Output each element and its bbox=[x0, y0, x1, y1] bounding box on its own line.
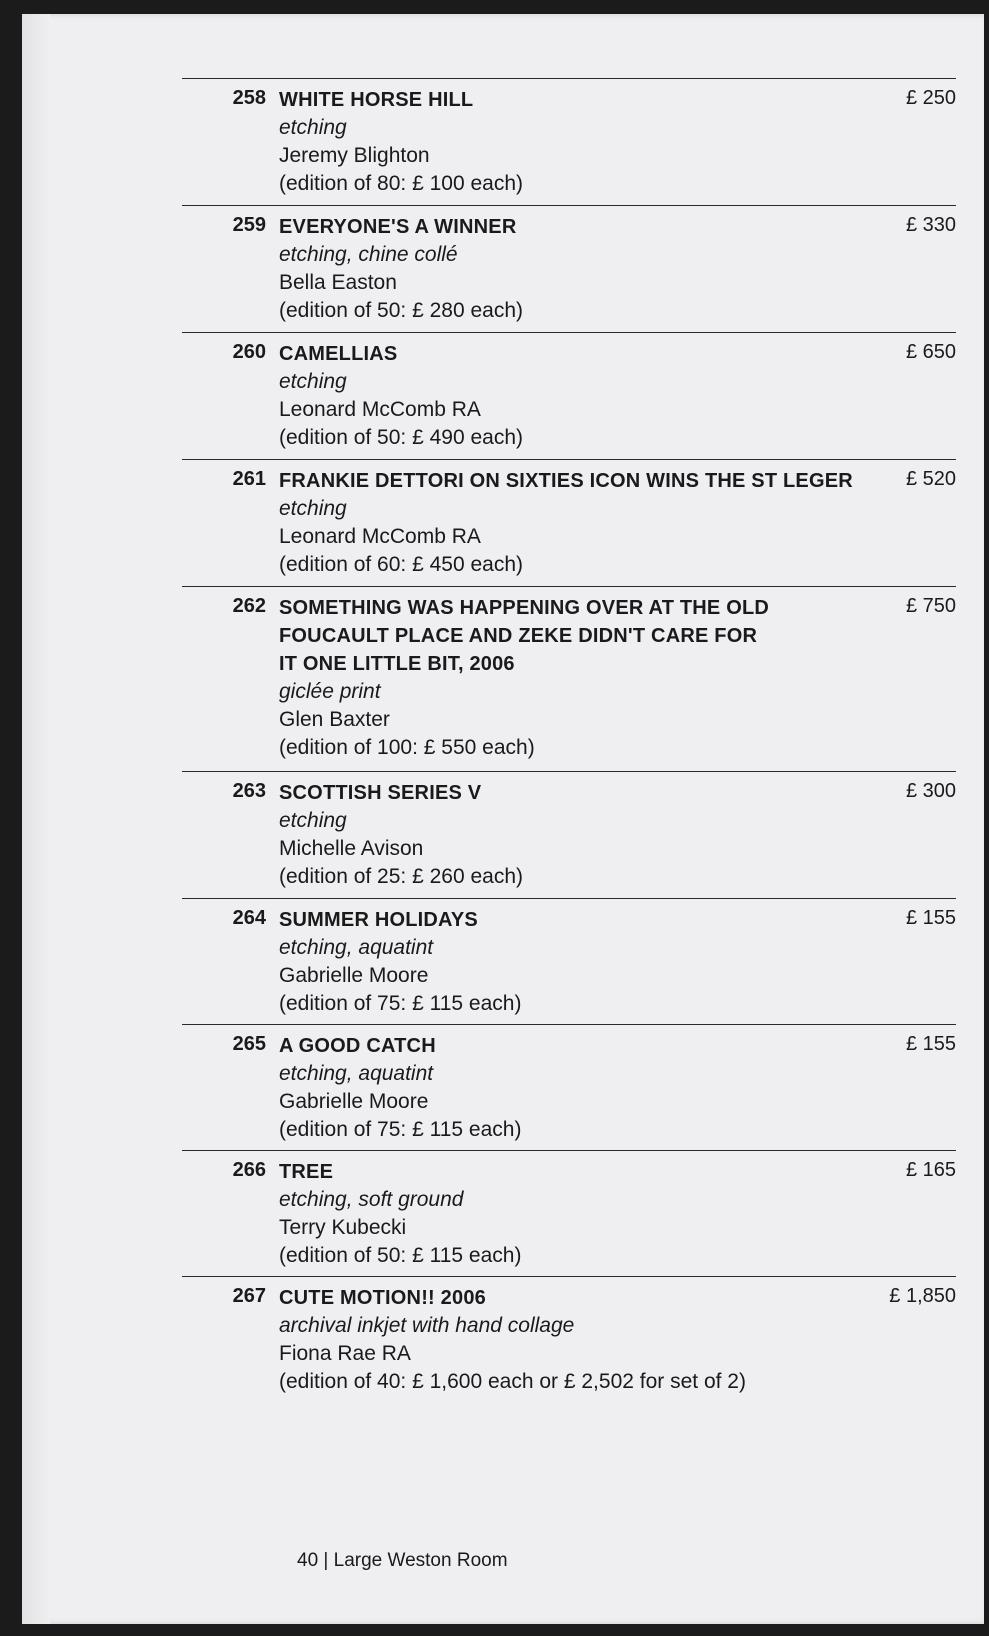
entry-number: 264 bbox=[232, 907, 266, 929]
entry-medium: etching bbox=[279, 497, 347, 520]
entry-artist: Leonard McComb RA bbox=[279, 398, 481, 421]
entry-edition: (edition of 60: £ 450 each) bbox=[279, 553, 524, 576]
entry-artist: Terry Kubecki bbox=[279, 1216, 407, 1239]
entry-number: 262 bbox=[232, 595, 266, 617]
page-footer: 40 | Large Weston Room bbox=[297, 1550, 508, 1571]
entry-number: 267 bbox=[232, 1285, 266, 1307]
entry-price: £ 155 bbox=[905, 1033, 956, 1055]
entry-medium: giclée print bbox=[279, 680, 381, 703]
entry-edition: (edition of 50: £ 490 each) bbox=[279, 426, 524, 449]
entry-title: SUMMER HOLIDAYS bbox=[279, 909, 478, 931]
entry-number: 265 bbox=[232, 1033, 266, 1055]
entry-medium: etching bbox=[279, 370, 347, 393]
entry-artist: Jeremy Blighton bbox=[279, 144, 430, 167]
entry-medium: etching, chine collé bbox=[279, 243, 458, 266]
catalogue-entry bbox=[182, 78, 956, 198]
entry-edition: (edition of 75: £ 115 each) bbox=[279, 992, 522, 1015]
entry-price: £ 155 bbox=[905, 907, 956, 929]
entry-price: £ 1,850 bbox=[889, 1285, 956, 1307]
entry-price: £ 165 bbox=[905, 1159, 956, 1181]
entry-number: 263 bbox=[232, 780, 266, 802]
catalogue-entry bbox=[182, 205, 956, 325]
entry-price: £ 750 bbox=[905, 595, 956, 617]
entry-title: TREE bbox=[279, 1161, 334, 1183]
entry-title: SOMETHING WAS HAPPENING OVER AT THE OLD FOUCAULT PLACE AND ZEKE DIDN'T CARE FOR IT ONE LITTLE BIT, 2006 bbox=[279, 597, 770, 675]
entry-edition: (edition of 40: £ 1,600 each or £ 2,502 for set of 2) bbox=[279, 1370, 746, 1393]
catalogue-entry bbox=[182, 332, 956, 452]
catalogue-entry bbox=[182, 1150, 956, 1270]
entry-number: 266 bbox=[232, 1159, 266, 1181]
catalogue-entry bbox=[182, 898, 956, 1018]
entry-edition: (edition of 50: £ 115 each) bbox=[279, 1244, 522, 1267]
entry-artist: Gabrielle Moore bbox=[279, 1090, 429, 1113]
entry-edition: (edition of 100: £ 550 each) bbox=[279, 736, 535, 759]
entry-medium: etching, soft ground bbox=[279, 1188, 464, 1211]
entry-medium: etching, aquatint bbox=[279, 936, 434, 959]
entry-title: CAMELLIAS bbox=[279, 343, 398, 365]
entry-edition: (edition of 75: £ 115 each) bbox=[279, 1118, 522, 1141]
catalogue-page bbox=[22, 14, 984, 1624]
entry-artist: Fiona Rae RA bbox=[279, 1342, 411, 1365]
entry-medium: etching, aquatint bbox=[279, 1062, 434, 1085]
catalogue-entry bbox=[182, 1276, 956, 1396]
entry-artist: Glen Baxter bbox=[279, 708, 390, 731]
catalogue-entry bbox=[182, 771, 956, 891]
catalogue-entry bbox=[182, 459, 956, 579]
entry-medium: etching bbox=[279, 809, 347, 832]
entry-edition: (edition of 80: £ 100 each) bbox=[279, 172, 524, 195]
entry-price: £ 650 bbox=[905, 341, 956, 363]
catalogue-entry bbox=[182, 586, 956, 762]
entry-title: EVERYONE'S A WINNER bbox=[279, 216, 517, 238]
entry-price: £ 250 bbox=[905, 87, 956, 109]
entry-title: A GOOD CATCH bbox=[279, 1035, 436, 1057]
entry-artist: Gabrielle Moore bbox=[279, 964, 429, 987]
entry-edition: (edition of 25: £ 260 each) bbox=[279, 865, 524, 888]
entry-number: 259 bbox=[232, 214, 266, 236]
entry-number: 261 bbox=[232, 468, 266, 490]
catalogue-entry bbox=[182, 1024, 956, 1144]
entry-price: £ 520 bbox=[905, 468, 956, 490]
entry-title: CUTE MOTION!! 2006 bbox=[279, 1287, 486, 1309]
entry-medium: etching bbox=[279, 116, 347, 139]
entry-artist: Leonard McComb RA bbox=[279, 525, 481, 548]
entry-edition: (edition of 50: £ 280 each) bbox=[279, 299, 524, 322]
entry-medium: archival inkjet with hand collage bbox=[279, 1314, 575, 1337]
entry-price: £ 330 bbox=[905, 214, 956, 236]
entry-artist: Michelle Avison bbox=[279, 837, 424, 860]
entry-number: 260 bbox=[232, 341, 266, 363]
entry-number: 258 bbox=[232, 87, 266, 109]
entry-title: SCOTTISH SERIES V bbox=[279, 782, 482, 804]
entry-title: FRANKIE DETTORI ON SIXTIES ICON WINS THE ST LEGER bbox=[279, 470, 853, 492]
entry-title: WHITE HORSE HILL bbox=[279, 89, 474, 111]
entry-artist: Bella Easton bbox=[279, 271, 397, 294]
entry-price: £ 300 bbox=[905, 780, 956, 802]
